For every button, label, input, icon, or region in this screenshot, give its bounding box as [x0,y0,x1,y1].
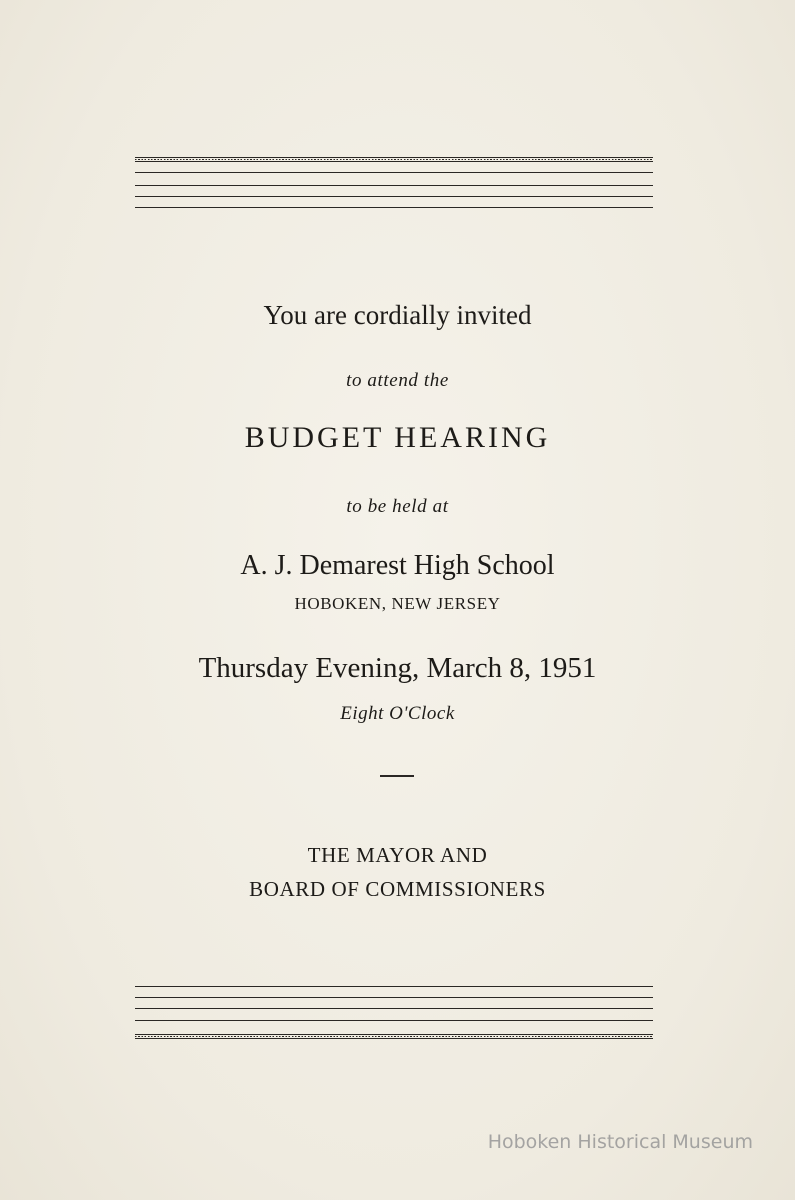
separator-dash [380,775,414,777]
rule-line [135,196,653,197]
event-date: Thursday Evening, March 8, 1951 [198,652,597,684]
dotted-rule [135,1034,653,1039]
dotted-rule [135,157,653,162]
rule-line [135,172,653,173]
top-border-rules [135,157,653,211]
venue-name: A. J. Demarest High School [240,550,555,581]
rule-line [135,986,653,987]
rule-line [135,185,653,186]
museum-watermark: Hoboken Historical Museum [487,1131,753,1153]
host-line-1: THE MAYOR AND [307,843,488,867]
rule-line [135,1020,653,1021]
host-line-2: BOARD OF COMMISSIONERS [249,877,546,901]
held-line: to be held at [346,496,449,517]
rule-line [135,207,653,208]
venue-city: HOBOKEN, NEW JERSEY [294,594,501,613]
event-title: BUDGET HEARING [244,421,551,454]
rule-line [135,1008,653,1009]
attend-line: to attend the [346,370,449,391]
bottom-border-rules [135,986,653,1042]
invitation-greeting: You are cordially invited [263,300,532,330]
event-time: Eight O'Clock [340,703,455,724]
rule-line [135,997,653,998]
